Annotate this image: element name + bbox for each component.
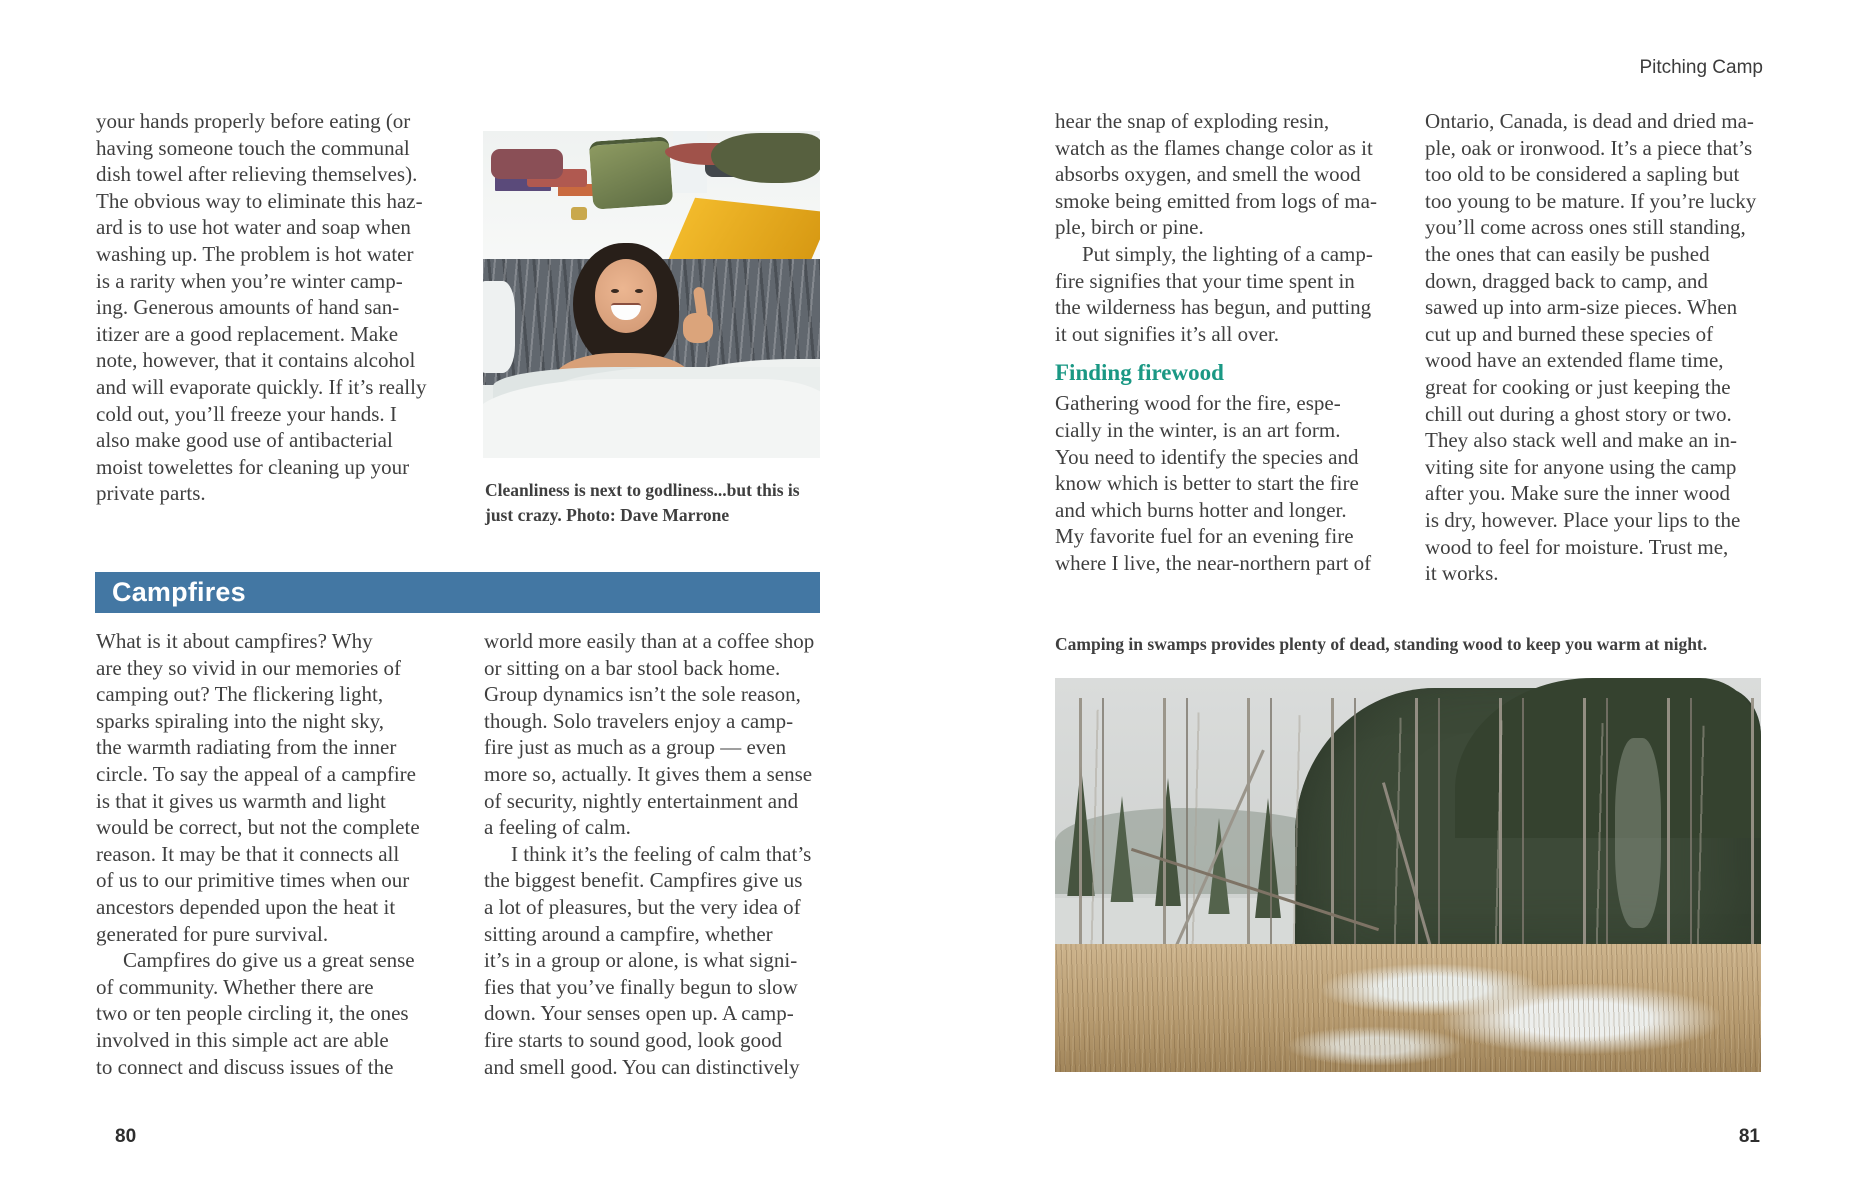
- page-number-left: 80: [115, 1126, 137, 1147]
- ice-foreground: [483, 379, 820, 458]
- ice-bath-photo: [483, 131, 820, 458]
- section-title: Campfires: [112, 577, 246, 607]
- swamp-photo-caption: Camping in swamps provides plenty of dead, standing wood to keep you warm at night.: [1055, 634, 1708, 654]
- running-header: Pitching Camp: [1639, 57, 1763, 78]
- eye-left: [611, 289, 619, 293]
- grass-texture: [1055, 944, 1761, 1072]
- ice-photo-caption: Cleanliness is next to godliness...but this is just crazy. Photo: Dave Marrone: [485, 480, 800, 525]
- campfires-column-2: [484, 628, 829, 1080]
- woman-face: [595, 259, 657, 333]
- paragraph: world more easily than at a coffee shop or sitting on a bar stool back home. Group dynamics isn’t the sole reason, though. Solo travelers enjoy a camp- fire just as much as a group — even more so, actually. It gives them a sense of security, nightly entertainment and a feeling of calm.: [484, 629, 815, 840]
- paragraph: Campfires do give us a great sense of community. Whether there are two or ten people circling it, the ones involved in this simple act are able to connect and discuss issues of the: [96, 948, 415, 1079]
- green-bag: [589, 136, 674, 209]
- swamp-forest-photo: [1055, 678, 1761, 1072]
- paragraph: I think it’s the feeling of calm that’s the biggest benefit. Campfires give us a lot of pleasures, but the very idea of sitting around a campfire, whether it’s in a group or alone, is what signi- fies that you’ve finally begun to slow down. Your senses open up. A camp- fire starts to sound good, look good and smell good. You can distinctively: [484, 841, 812, 1079]
- paragraph: What is it about campfires? Why are they so vivid in our memories of camping out? The flickering light, sparks spiraling into the night sky, the warmth radiating from the inner circle. To say the appeal of a campfire is that it gives us warmth and light would be correct, but not the complete reason. It may be that it connects all of us to our primitive times when our ancestors depended upon the heat it generated for pure survival.: [96, 629, 420, 946]
- paragraph: Ontario, Canada, is dead and dried ma- ple, oak or ironwood. It’s a piece that’s too old to be considered a sapling but too young to be mature. If you’re lucky you’ll come across ones still standing, the ones that can easily be pushed down, dragged back to camp, and sawed up into arm-size pieces. When cut up and burned these species of wood have an extended flame time, great for cooking or just keeping the chill out during a ghost story or two. They also stack well and make an in- viting site for anyone using the camp after you. Make sure the inner wood is dry, however. Place your lips to the wood to feel for moisture. Trust me, it works.: [1425, 109, 1757, 586]
- tin-can: [571, 207, 587, 220]
- campfires-column-1: [96, 628, 456, 1080]
- ice-chunk-left: [483, 281, 515, 373]
- right-page-column-2: [1425, 108, 1770, 587]
- page-number-right: 81: [1738, 1126, 1760, 1147]
- clothing-pile: [491, 149, 563, 179]
- intro-paragraph: your hands properly before eating (or having someone touch the communal dish towel after relieving themselves). The obvious way to eliminate this haz- ard is to use hot water and soap when washing up. The problem is hot water is a rarity when you’re winter camp- ing. Generous amounts of hand san- itizer are a good replacement. Make note, however, that it contains alcohol and will evaporate quickly. If it’s really cold out, you’ll freeze your hands. I also make good use of antibacterial moist towelettes for cleaning up your private parts.: [96, 109, 427, 506]
- section-header-bar: [95, 572, 820, 613]
- cooler-box: [673, 131, 707, 193]
- paragraph: Gathering wood for the fire, espe- cially in the winter, is an art form. You need to identify the species and know which is better to start the fire and which burns hotter and longer. My favorite fuel for an evening fire where I live, the near-northern part of: [1055, 391, 1372, 575]
- paragraph: Put simply, the lighting of a camp- fire signifies that your time spent in the wilderness has begun, and putting it out signifies it’s all over.: [1055, 241, 1373, 346]
- right-page-column-1: [1055, 108, 1400, 577]
- paragraph: hear the snap of exploding resin, watch as the flames change color as it absorbs oxygen, and smell the wood smoke being emitted from logs of ma- ple, birch or pine.: [1055, 109, 1377, 240]
- subheading-finding-firewood: Finding firewood: [1055, 360, 1224, 386]
- eye-right: [635, 289, 643, 293]
